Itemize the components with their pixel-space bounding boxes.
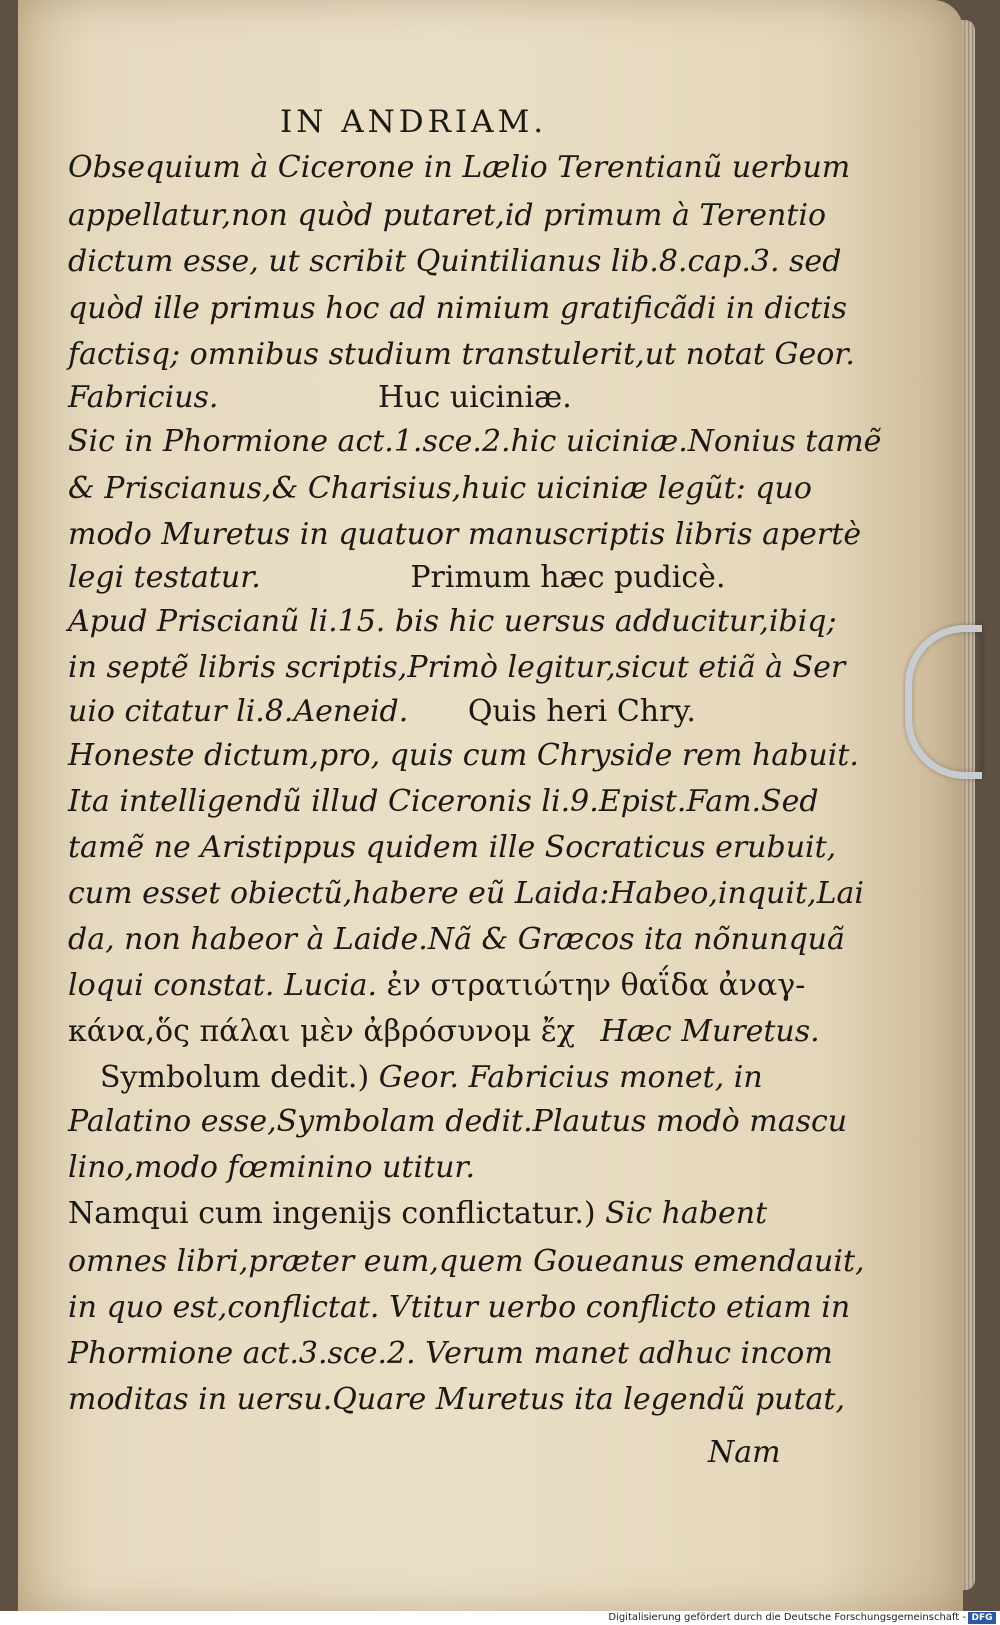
lemma: Quis heri Chry. — [467, 694, 696, 729]
text-line: Sic in Phormione act.1.sce.2.hic uiciniæ.Nonius tamẽ — [68, 424, 882, 459]
text-line: Apud Priscianũ li.15. bis hic uersus adducitur,ibiq; — [68, 604, 837, 639]
running-title: IN ANDRIAM. — [280, 104, 548, 140]
text-line — [68, 1014, 828, 1050]
text-line: modo Muretus in quatuor manuscriptis libris apertè — [68, 517, 862, 552]
text-segment: Geor. Fabricius monet, in — [378, 1060, 763, 1095]
digitization-footer — [0, 1611, 1000, 1625]
text-line: & Priscianus,& Charisius,huic uiciniæ legũt: quo — [68, 471, 812, 506]
text-segment: uio citatur li.8.Aeneid. — [68, 694, 418, 729]
text-segment: legi testatur. — [68, 560, 271, 595]
text-line — [68, 380, 828, 416]
text-line: da, non habeor à Laide.Nã & Græcos ita nõnunquã — [68, 922, 845, 957]
footer-note: Digitalisierung gefördert durch die Deutsche Forschungsgemeinschaft - — [608, 1612, 966, 1623]
text-line: Phormione act.3.sce.2. Verum manet adhuc incom — [68, 1336, 833, 1371]
text-segment: Sic habent — [605, 1196, 768, 1231]
text-line: Ita intelligendũ illud Ciceronis li.9.Epist.Fam.Sed — [68, 784, 819, 819]
dfg-logo: DFG — [968, 1612, 996, 1624]
text-line: appellatur,non quòd putaret,id primum à Terentio — [68, 198, 827, 233]
text-line: dictum esse, ut scribit Quintilianus lib.8.cap.3. sed — [68, 244, 842, 279]
greek-text: κάνα,ὅς πάλαι μὲν ἀβρόσυνομ ἔχ — [68, 1014, 575, 1049]
text-line: Honeste dictum,pro, quis cum Chryside rem habuit. — [68, 738, 859, 773]
text-line: in quo est,conflictat. Vtitur uerbo conflicto etiam in — [68, 1290, 851, 1325]
text-segment: loqui constat. Lucia. — [68, 968, 387, 1003]
text-line: factisq; omnibus studium transtulerit,ut notat Geor. — [68, 337, 855, 372]
text-line — [68, 560, 828, 596]
catchword: Nam — [708, 1435, 781, 1470]
text-line — [68, 968, 828, 1004]
text-line: tamẽ ne Aristippus quidem ille Socraticus erubuit, — [68, 830, 837, 865]
text-line: Palatino esse,Symbolam dedit.Plautus modò mascu — [68, 1104, 848, 1139]
lemma: Huc uiciniæ. — [378, 380, 572, 415]
text-line — [100, 1060, 860, 1096]
text-line: quòd ille primus hoc ad nimium gratificãdi in dictis — [68, 291, 848, 326]
greek-text: ἐν στρατιώτην θαΐδα ἀναγ- — [386, 968, 806, 1003]
text-line: Obsequium à Cicerone in Lælio Terentianũ uerbum — [68, 150, 851, 185]
text-line — [68, 694, 828, 730]
book-page — [18, 0, 963, 1612]
text-segment: Hæc Muretus. — [600, 1014, 820, 1049]
lemma: Namqui cum ingenijs conflictatur.) — [68, 1196, 596, 1231]
lemma: Symbolum dedit.) — [100, 1060, 370, 1095]
text-line: cum esset obiectũ,habere eũ Laida:Habeo,inquit,Lai — [68, 876, 864, 911]
text-line: moditas in uersu.Quare Muretus ita legendũ putat, — [68, 1382, 845, 1417]
text-segment: Fabricius. — [68, 380, 228, 415]
text-line: in septẽ libris scriptis,Primò legitur,sicut etiã à Ser — [68, 650, 846, 685]
lemma: Primum hæc pudicè. — [410, 560, 726, 595]
text-line: omnes libri,præter eum,quem Goueanus emendauit, — [68, 1244, 865, 1279]
text-line — [68, 1196, 828, 1232]
text-line: lino,modo fœminino utitur. — [68, 1150, 475, 1185]
